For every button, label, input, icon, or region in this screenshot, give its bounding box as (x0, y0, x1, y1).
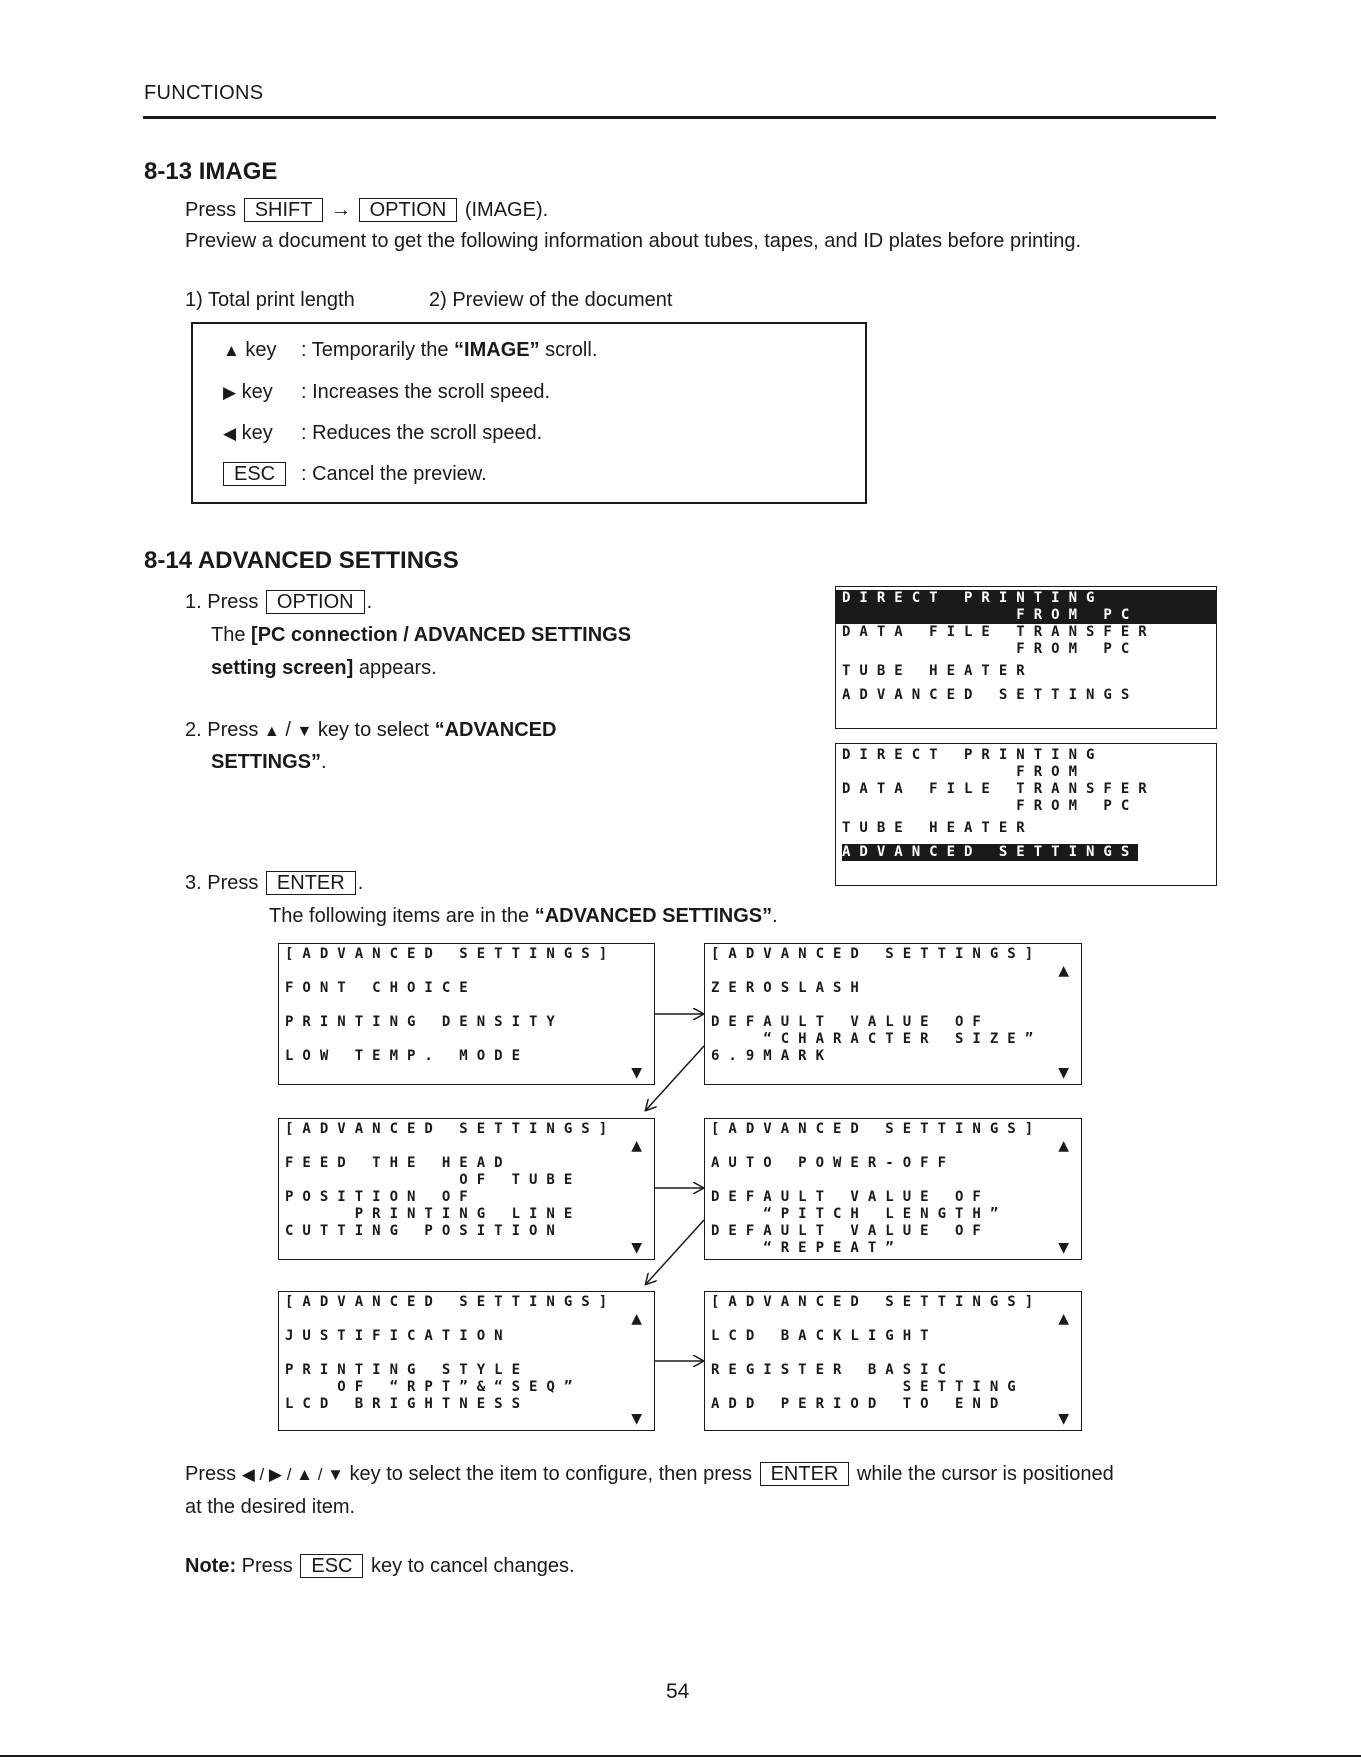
key-desc: : Temporarily the (301, 339, 455, 361)
info-item-2: 2) Preview of the document (429, 289, 673, 311)
step1-suffix: . (366, 591, 373, 613)
lcd-menu-item: DEFAULT VALUE OF (711, 1014, 990, 1030)
left-arrow-icon: ◀ (223, 424, 237, 443)
press-word: Press (185, 199, 237, 221)
step2-end: . (321, 751, 327, 773)
key-desc-bold: “IMAGE” (454, 339, 540, 361)
note-line (185, 1554, 575, 1578)
step3-line2-pre: The following items are in the (269, 905, 535, 927)
lcd-menu-item: ADD PERIOD TO END (711, 1396, 1008, 1412)
lcd-menu-item: REGISTER BASIC (711, 1362, 956, 1378)
lcd-menu-item: ZEROSLASH (711, 980, 868, 996)
lcd-line: FROM (842, 764, 1087, 780)
scroll-down-icon: ▼ (631, 1411, 642, 1427)
lcd-screen-title: [ADVANCED SETTINGS] (285, 1121, 617, 1137)
step3-prefix: 3. Press (185, 872, 259, 894)
step1-line2-bold: [PC connection / ADVANCED SETTINGS (251, 624, 632, 646)
lcd-menu-item: 6.9MARK (711, 1048, 834, 1064)
scroll-down-icon: ▼ (1058, 1065, 1069, 1081)
lcd-menu-item: “CHARACTER SIZE” (711, 1031, 1043, 1047)
arrow-keys-icons: ◀ / ▶ / ▲ / ▼ (241, 1465, 344, 1484)
scroll-up-icon: ▲ (1058, 1138, 1069, 1154)
step2-prefix: 2. Press (185, 719, 264, 741)
scroll-down-icon: ▼ (1058, 1240, 1069, 1256)
lcd-menu-item: OF TUBE (285, 1172, 582, 1188)
lcd-line: TUBE HEATER (842, 663, 1034, 679)
scroll-up-icon: ▲ (1058, 963, 1069, 979)
info-item-1: 1) Total print length (185, 289, 355, 311)
enter-key: ENTER (760, 1462, 850, 1486)
lcd-menu-item: DEFAULT VALUE OF (711, 1189, 990, 1205)
bottom-rule (0, 1755, 1361, 1757)
key-name: key (241, 422, 273, 444)
lcd-screen-title: [ADVANCED SETTINGS] (711, 1121, 1043, 1137)
option-key: OPTION (359, 198, 458, 222)
lcd-line: TUBE HEATER (842, 820, 1034, 836)
note-post: key to cancel changes. (371, 1555, 575, 1577)
esc-key: ESC (300, 1554, 363, 1578)
arrow-diag-2 (646, 1220, 704, 1284)
lcd-menu-item: PRINTING STYLE (285, 1362, 530, 1378)
lcd-line: FROM PC (842, 641, 1139, 657)
step2-bold2: SETTINGS” (211, 751, 322, 773)
lcd-menu-item: PRINTING LINE (285, 1206, 582, 1222)
step3-suffix: . (357, 872, 364, 894)
press-suffix: (IMAGE). (464, 199, 549, 221)
scroll-down-icon: ▼ (631, 1240, 642, 1256)
lcd-menu-item: SETTING (711, 1379, 1025, 1395)
arrow-diag-1 (646, 1046, 704, 1110)
lcd-line: DATA FILE TRANSFER (842, 781, 1156, 797)
lcd-menu-item: FONT CHOICE (285, 980, 477, 996)
lcd-screen-title: [ADVANCED SETTINGS] (285, 946, 617, 962)
scroll-up-icon: ▲ (1058, 1311, 1069, 1327)
lcd-menu-item: FEED THE HEAD (285, 1155, 512, 1171)
lcd-line: DIRECT PRINTING (842, 747, 1104, 763)
lcd-menu-item: LCD BRIGHTNESS (285, 1396, 530, 1412)
step1-line2-pre: The (211, 624, 252, 646)
step1-line3-bold: setting screen] (211, 657, 354, 679)
step2-bold1: “ADVANCED (434, 719, 557, 741)
lcd-line: DATA FILE TRANSFER (842, 624, 1156, 640)
lcd-menu-item: OF “RPT”&“SEQ” (285, 1379, 582, 1395)
up-arrow-icon: ▲ (223, 341, 240, 360)
right-arrow-icon: ▶ (223, 383, 237, 402)
step2-sep: / (279, 719, 297, 741)
instr-pre: Press (185, 1463, 242, 1485)
image-section-title: 8-13 IMAGE (144, 158, 278, 185)
note-label: Note: (185, 1555, 237, 1577)
lcd-screen-title: [ADVANCED SETTINGS] (711, 946, 1043, 962)
select-item-instruction (185, 1462, 1114, 1487)
lcd-screen-title: [ADVANCED SETTINGS] (285, 1294, 617, 1310)
page-number: 54 (666, 1680, 690, 1703)
lcd-line: ADVANCED SETTINGS (842, 687, 1139, 703)
step2-mid: key to select (312, 719, 435, 741)
lcd-line: ADVANCED SETTINGS (842, 844, 1139, 860)
esc-key: ESC (223, 462, 286, 486)
lcd-screen-title: [ADVANCED SETTINGS] (711, 1294, 1043, 1310)
lcd-line: DIRECT PRINTING (836, 590, 1216, 607)
lcd-menu-item: DEFAULT VALUE OF (711, 1223, 990, 1239)
up-arrow-icon: ▲ (263, 723, 280, 740)
key-desc: : Increases the scroll speed. (301, 381, 551, 403)
section-header: FUNCTIONS (144, 82, 264, 104)
image-description: Preview a document to get the following information about tubes, tapes, and ID plates before printing. (185, 230, 1082, 252)
key-name: key (241, 381, 273, 403)
scroll-up-icon: ▲ (631, 1311, 642, 1327)
step3-line2-post: . (772, 905, 778, 927)
step1-prefix: 1. Press (185, 591, 259, 613)
lcd-menu-item: AUTO POWER-OFF (711, 1155, 956, 1171)
instr-mid: key to select the item to configure, then press (344, 1463, 752, 1485)
lcd-menu-item: JUSTIFICATION (285, 1328, 512, 1344)
lcd-menu-item: “PITCH LENGTH” (711, 1206, 1008, 1222)
lcd-menu-item: POSITION OF (285, 1189, 477, 1205)
step1-line3-post: appears. (353, 657, 437, 679)
option-key: OPTION (266, 590, 365, 614)
advanced-section-title: 8-14 ADVANCED SETTINGS (144, 547, 459, 574)
lcd-line: FROM PC (842, 798, 1139, 814)
key-desc: : Reduces the scroll speed. (301, 422, 543, 444)
lcd-menu-item: “REPEAT” (711, 1240, 903, 1256)
select-item-instruction-line2: at the desired item. (185, 1496, 356, 1518)
instr-post: while the cursor is positioned (856, 1463, 1114, 1485)
shift-key: SHIFT (244, 198, 324, 222)
key-name: key (245, 339, 277, 361)
enter-key: ENTER (266, 871, 356, 895)
lcd-menu-item: LOW TEMP. MODE (285, 1048, 530, 1064)
down-arrow-icon: ▼ (296, 723, 313, 740)
lcd-menu-item: PRINTING DENSITY (285, 1014, 564, 1030)
scroll-down-icon: ▼ (631, 1065, 642, 1081)
scroll-down-icon: ▼ (1058, 1411, 1069, 1427)
key-desc-post: scroll. (539, 339, 598, 361)
arrow-glyph: → (331, 199, 352, 221)
step3-line2-bold: “ADVANCED SETTINGS” (534, 905, 773, 927)
key-desc: : Cancel the preview. (301, 463, 487, 485)
scroll-up-icon: ▲ (631, 1138, 642, 1154)
lcd-menu-item: CUTTING POSITION (285, 1223, 564, 1239)
lcd-line: FROM PC (836, 607, 1216, 624)
note-pre: Press (241, 1555, 293, 1577)
lcd-menu-item: LCD BACKLIGHT (711, 1328, 938, 1344)
